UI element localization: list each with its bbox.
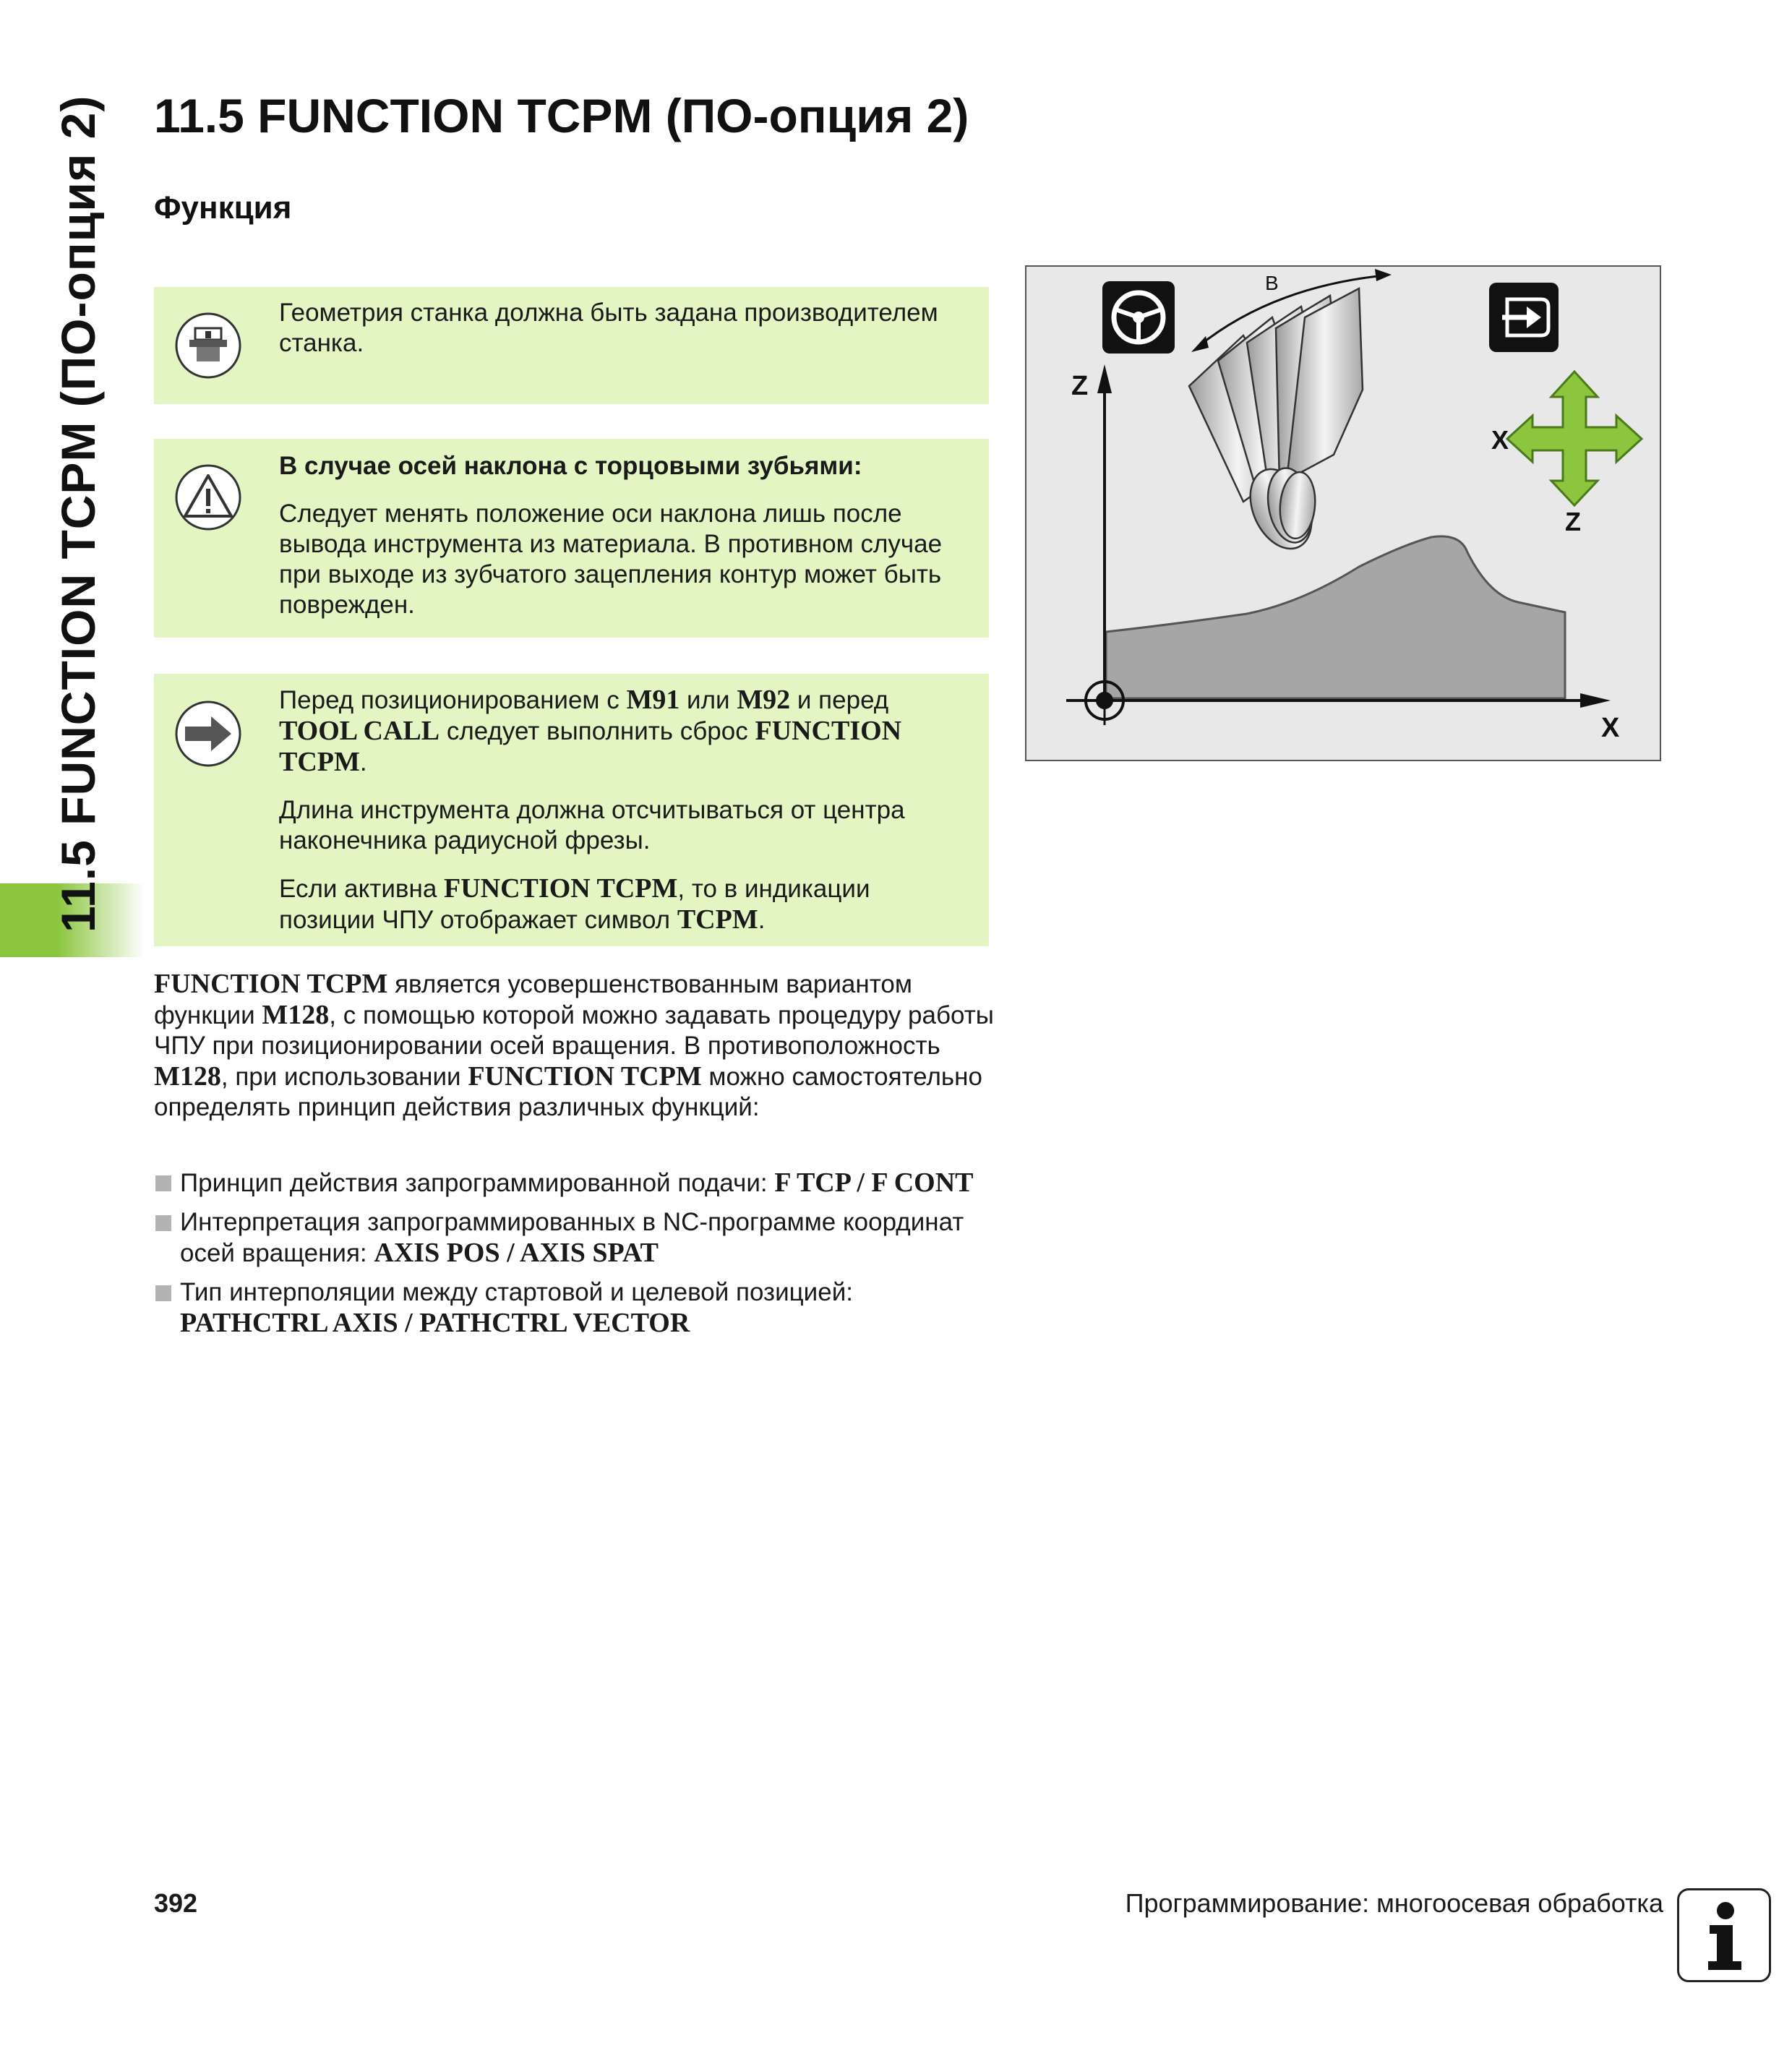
body-paragraph: FUNCTION TCPM является усовершенствованным вариантом функции M128, с помощью которой можно задавать процедуру работы ЧПУ при позиционировании осей вращения. В противоположность M128, при использовании FUNCTION TCPM можно самостоятельно определять принцип действия различных функций:: [154, 969, 994, 1121]
warning-icon: [173, 463, 243, 532]
code-m91: M91: [626, 685, 680, 715]
info-glyph: [1679, 1890, 1769, 1980]
notice-paragraph: Длина инструмента должна отсчитываться от центра наконечника радиусной фрезы.: [279, 796, 905, 854]
notice-text: Геометрия станка должна быть задана производителем станка.: [279, 299, 938, 357]
page-number: 392: [154, 1888, 198, 1918]
tcpm-illustration: [1025, 265, 1661, 761]
bullet-square-icon: [155, 1175, 171, 1191]
code-tool-call: TOOL CALL: [279, 716, 440, 746]
jog-move-icon: [1489, 283, 1559, 352]
program-run-icon: [1102, 281, 1175, 354]
bullet-square-icon: [155, 1215, 171, 1231]
notice-warning: [154, 439, 989, 638]
code-function-tcpm: FUNCTION TCPM: [279, 716, 902, 777]
arrow-x-label: X: [1491, 425, 1509, 455]
notice-paragraph: Если активна FUNCTION TCPM, то в индикации позиции ЧПУ отображает символ TCPM.: [279, 873, 870, 935]
axis-b-label: B: [1265, 272, 1279, 294]
notice-heading: В случае осей наклона с торцовыми зубьями:: [279, 452, 862, 480]
notice-paragraph: Перед позиционированием с M91 или M92 и перед TOOL CALL следует выполнить сброс FUNCTION TCPM.: [279, 685, 902, 777]
notice-text: Следует менять положение оси наклона лишь после вывода инструмента из материала. В противном случае при выходе из зубчатого зацепления контур может быть поврежден.: [279, 500, 943, 619]
section-subtitle: Функция: [154, 190, 292, 226]
arrow-right-icon: [173, 699, 243, 768]
axis-x-label: X: [1601, 713, 1620, 743]
axis-z-label: Z: [1071, 371, 1089, 401]
side-chapter-title: 11.5 FUNCTION TCPM (ПО-опция 2): [51, 95, 105, 933]
machine-dependent-icon: [173, 311, 243, 380]
notice-machine-dependent: [154, 287, 989, 404]
code-tcpm: TCPM: [677, 904, 758, 935]
code-function-tcpm: FUNCTION TCPM: [444, 873, 678, 904]
footer-chapter-text: Программирование: многоосевая обработка: [1125, 1888, 1663, 1918]
code-m92: M92: [737, 685, 791, 715]
bullet-square-icon: [155, 1285, 171, 1301]
list-item: Интерпретация запрограммированных в NC-программе координат осей вращения: AXIS POS / AXIS SPAT: [154, 1207, 1000, 1269]
tool-positions: [1189, 288, 1363, 559]
list-item: Тип интерполяции между стартовой и целевой позицией: PATHCTRL AXIS / PATHCTRL VECTOR: [154, 1277, 1000, 1339]
list-item: Принцип действия запрограммированной подачи: F TCP / F CONT: [154, 1167, 1000, 1199]
info-icon[interactable]: [1677, 1888, 1771, 1982]
page-title: 11.5 FUNCTION TCPM (ПО-опция 2): [154, 89, 969, 142]
axis-arrows-icon: [1507, 372, 1642, 505]
illustration-svg: [1026, 267, 1660, 760]
notice-info: [154, 674, 989, 946]
bullet-list: [154, 1167, 1000, 1348]
arrow-z-label: Z: [1565, 507, 1581, 536]
workpiece-shape: [1106, 536, 1565, 698]
